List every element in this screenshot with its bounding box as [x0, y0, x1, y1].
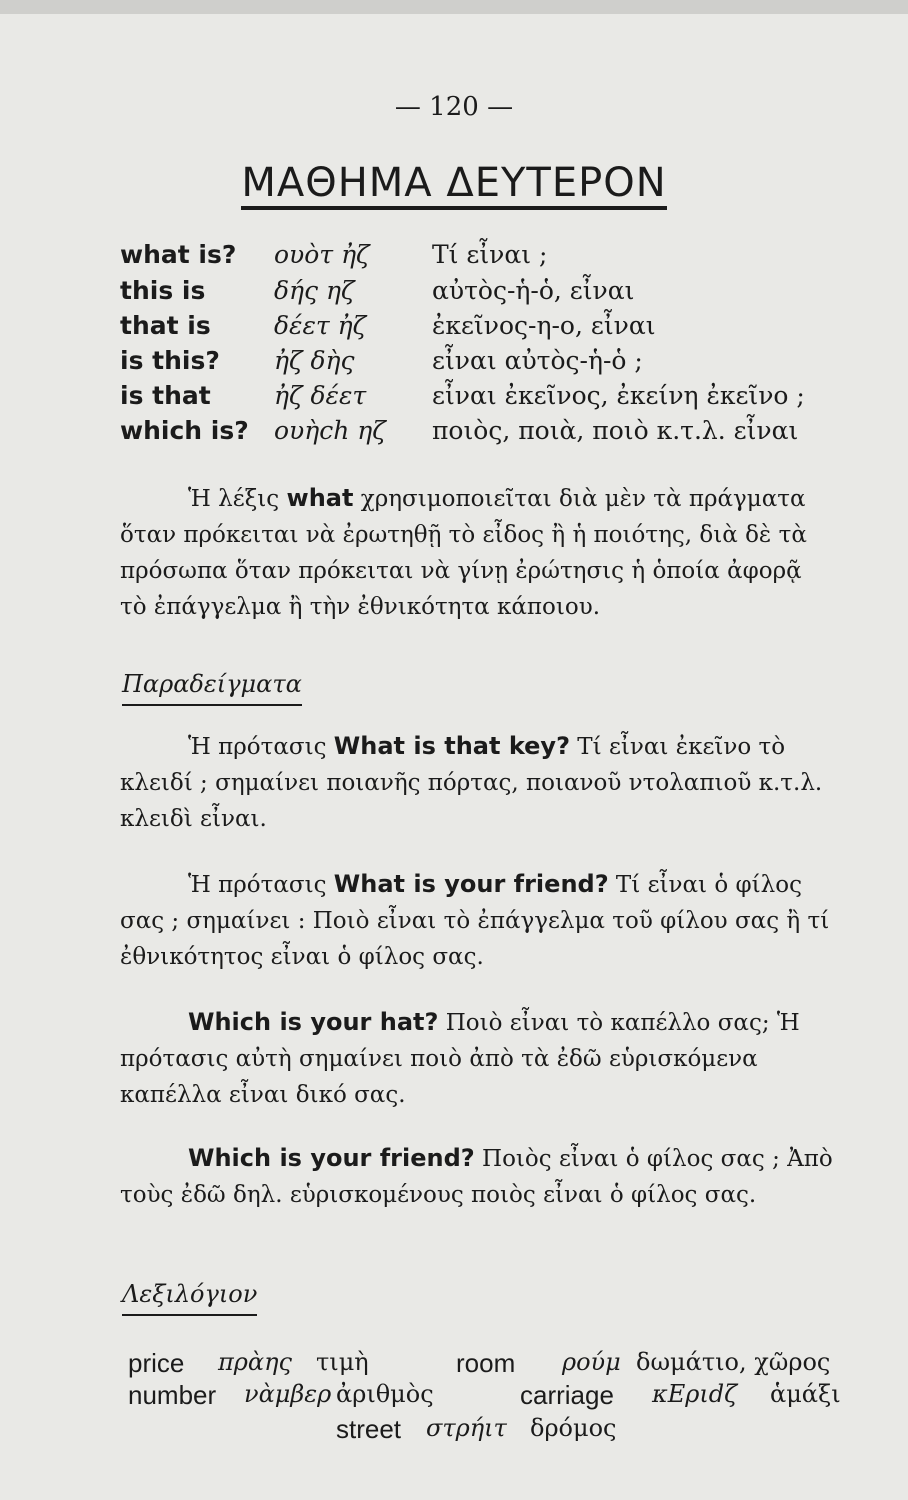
example-explanation: Τί εἶναι ὁ φίλος σας ; σημαίνει : Ποιὸ εἶναι τὸ ἐπάγγελμα τοῦ φίλου σας ἢ τί ἐθνικότητος εἶναι ὁ φίλος σας. [120, 872, 830, 970]
intro-after: χρησιμοποιεῖται διὰ μὲν τὰ πράγματα ὅταν πρόκειται νὰ ἐρωτηθῇ τὸ εἶδος ἢ ἡ ποιότης, διὰ δὲ τὰ πρόσωπα ὅταν πρόκειται νὰ γίνῃ ἐρώτησις ἡ ὁποία ἀφορᾷ τὸ ἐπάγγελμα ἢ τὴν ἐθνικότητα κάποιου. [120, 486, 807, 620]
vocab-row [0, 311, 908, 347]
vocab-english: is that [120, 381, 211, 410]
lexicon-greek: ἀριθμὸς [336, 1380, 434, 1408]
vocab-pronunciation: ἠζ δέετ [274, 381, 367, 410]
example-before: Ἡ πρότασις [188, 734, 334, 760]
lexicon-pronunciation: κEριdζ [652, 1380, 738, 1408]
vocab-greek: Τί εἶναι ; [432, 240, 548, 269]
example-paragraph [120, 866, 835, 975]
vocab-row [0, 276, 908, 312]
example-paragraph [120, 728, 835, 837]
vocab-english: what is? [120, 240, 237, 269]
vocab-row [0, 346, 908, 382]
lexicon-pronunciation: νὰμβερ [244, 1380, 332, 1408]
vocab-greek: αὐτὸς-ἡ-ὁ, εἶναι [432, 276, 635, 305]
lexicon-english: price [128, 1348, 185, 1378]
vocab-greek: εἶναι αὐτὸς-ἡ-ὁ ; [432, 346, 643, 375]
vocab-row [0, 240, 908, 276]
vocab-pronunciation: δέετ ἠζ [274, 311, 367, 340]
vocab-greek: εἶναι ἐκεῖνος, ἐκείνη ἐκεῖνο ; [432, 381, 805, 410]
intro-keyword: what [286, 484, 354, 512]
lexicon-english: number [128, 1380, 217, 1410]
lexicon-pronunciation: πρὰης [218, 1348, 292, 1376]
lexicon-greek: δωμάτιο, χῶρος [636, 1348, 831, 1376]
lexicon-pronunciation: ρούμ [562, 1348, 621, 1376]
example-before: Ἡ πρότασις [188, 872, 334, 898]
lexicon-row [0, 1380, 908, 1416]
lexicon-row [0, 1348, 908, 1384]
vocab-greek: ποιὸς, ποιὰ, ποιὸ κ.τ.λ. εἶναι [432, 416, 799, 445]
example-english-sentence: What is that key? [333, 732, 570, 760]
vocab-english: that is [120, 311, 211, 340]
lexicon-greek: δρόμος [530, 1414, 617, 1442]
lexicon-heading: Λεξιλόγιον [122, 1280, 257, 1316]
lexicon-row [0, 1414, 908, 1450]
lexicon-english: room [456, 1348, 516, 1378]
vocab-pronunciation: δής ηζ [274, 276, 355, 305]
lexicon-english: carriage [520, 1380, 614, 1410]
lesson-title-text: ΜΑΘΗΜΑ ΔΕΥΤΕΡΟΝ [241, 160, 666, 210]
vocab-pronunciation: ουὴch ηζ [274, 416, 386, 445]
lesson-title [0, 160, 908, 206]
example-explanation: Ποιὸς εἶναι ὁ φίλος σας ; Ἀπὸ τοὺς ἐδῶ δηλ. εὑρισκομένους ποιὸς εἶναι ὁ φίλος σας. [120, 1146, 833, 1208]
vocab-english: this is [120, 276, 206, 305]
vocab-english: is this? [120, 346, 220, 375]
vocab-english: which is? [120, 416, 249, 445]
example-english-sentence: What is your friend? [333, 870, 609, 898]
example-paragraph [120, 1140, 835, 1213]
intro-paragraph [120, 480, 835, 625]
lexicon-pronunciation: στρήιτ [426, 1414, 507, 1442]
lexicon-greek: ἁμάξι [770, 1380, 841, 1408]
example-english-sentence: Which is your hat? [188, 1008, 439, 1036]
example-explanation: Ποιὸ εἶναι τὸ καπέλλο σας; Ἡ πρότασις αὐτὴ σημαίνει ποιὸ ἀπὸ τὰ ἐδῶ εὑρισκόμενα καπέλλα εἶναι δικό σας. [120, 1010, 800, 1108]
vocab-row [0, 416, 908, 452]
vocab-greek: ἐκεῖνος-η-ο, εἶναι [432, 311, 656, 340]
example-paragraph [120, 1004, 835, 1113]
examples-heading: Παραδείγματα [122, 670, 302, 706]
example-english-sentence: Which is your friend? [188, 1144, 475, 1172]
vocab-row [0, 381, 908, 417]
intro-before: Ἡ λέξις [188, 486, 287, 512]
page-top-edge [0, 0, 908, 14]
example-explanation: Τί εἶναι ἐκεῖνο τὸ κλειδί ; σημαίνει ποιανῆς πόρτας, ποιανοῦ ντολαπιοῦ κ.τ.λ. κλειδὶ εἶναι. [120, 734, 823, 832]
page-number: — 120 — [394, 92, 514, 122]
vocab-pronunciation: ἠζ δὴς [274, 346, 355, 375]
vocab-pronunciation: ουὸτ ἠζ [274, 240, 370, 269]
lexicon-english: street [336, 1414, 402, 1444]
lexicon-greek: τιμὴ [316, 1348, 369, 1376]
